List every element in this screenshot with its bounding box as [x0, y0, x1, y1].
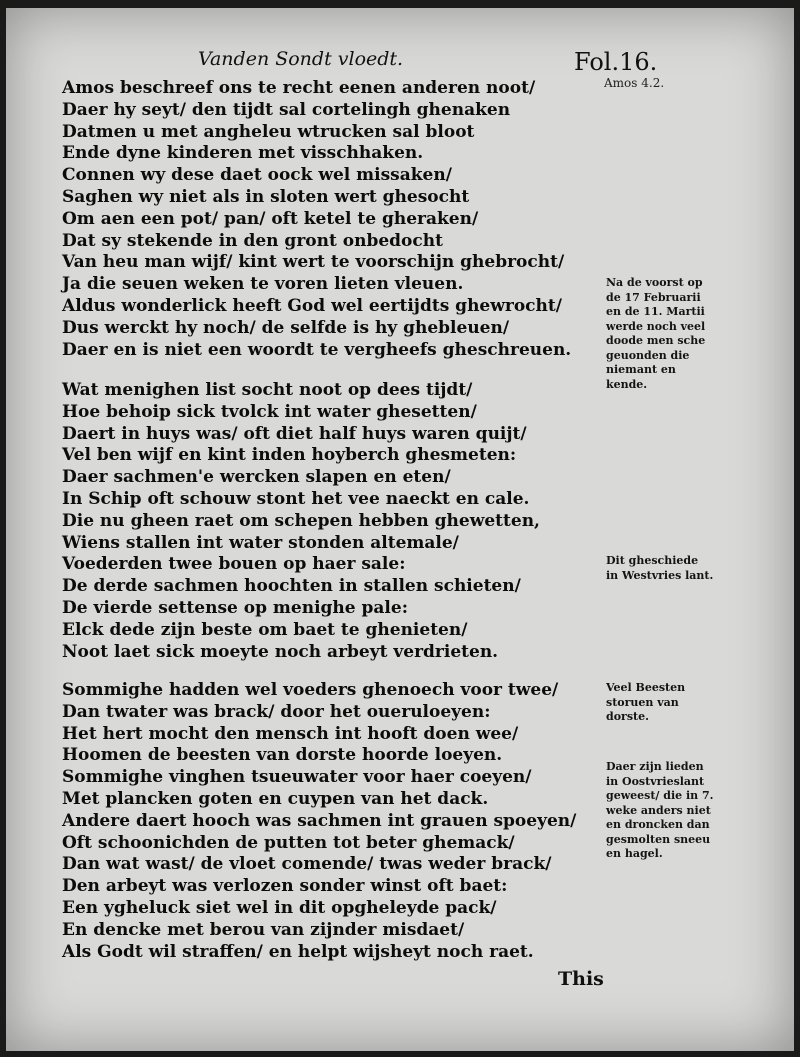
verse-line: Dat sy stekende in den gront onbedocht — [62, 230, 443, 251]
verse-line: Dan wat wast/ de vloet comende/ twas weder brack/ — [62, 854, 552, 875]
verse-line: In Schip oft schouw stont het vee naeckt en cale. — [62, 488, 530, 509]
verse-line: Daer en is niet een woordt te vergheefs gheschreuen. — [62, 339, 572, 360]
book-page — [6, 8, 794, 1051]
folio-reference: Amos 4.2. — [604, 76, 665, 90]
verse-line: Daert in huys was/ oft diet half huys waren quijt/ — [62, 423, 527, 444]
stanza-3 — [62, 680, 576, 963]
verse-line: Van heu man wijf/ kint wert te voorschijn ghebrocht/ — [62, 252, 565, 273]
verse-line: Datmen u met angheleu wtrucken sal bloot — [62, 121, 475, 142]
verse-line: Den arbeyt was verlozen sonder winst oft baet: — [62, 876, 508, 897]
stanza-1 — [62, 78, 571, 361]
verse-line: Daer sachmen'e wercken slapen en eten/ — [62, 467, 451, 488]
verse-line: Saghen wy niet als in sloten wert ghesocht — [62, 186, 470, 207]
verse-line: Sommighe vinghen tsueuwater voor haer coeyen/ — [62, 767, 532, 788]
verse-line: Noot laet sick moeyte noch arbeyt verdrieten. — [62, 641, 499, 662]
verse-line: Wat menighen list socht noot op dees tijdt/ — [62, 380, 473, 400]
verse-line: Ende dyne kinderen met visschhaken. — [62, 143, 424, 164]
verse-line: Vel ben wijf en kint inden hoyberch ghesmeten: — [62, 445, 517, 466]
verse-line: Dan twater was brack/ door het oueruloeyen: — [62, 701, 491, 722]
verse-line: Oft schoonichden de putten tot beter ghemack/ — [62, 832, 515, 853]
verse-line: Elck dede zijn beste om baet te ghenieten/ — [62, 619, 468, 640]
folio-number: Fol.16. — [574, 48, 658, 76]
stanza-2 — [62, 380, 540, 663]
verse-line: Met plancken goten en cuypen van het dack. — [62, 788, 489, 809]
verse-line: Daer hy seyt/ den tijdt sal cortelingh ghenaken — [62, 99, 511, 120]
verse-line: Sommighe hadden wel voeders ghenoech voor twee/ — [62, 680, 559, 700]
verse-line: Andere daert hooch was sachmen int grauen spoeyen/ — [62, 810, 577, 831]
running-title: Vanden Sondt vloedt. — [198, 48, 404, 70]
verse-line: Om aen een pot/ pan/ oft ketel te gheraken/ — [62, 208, 479, 229]
verse-line: Die nu gheen raet om schepen hebben ghewetten, — [62, 510, 540, 531]
verse-line: Ja die seuen weken te voren lieten vleuen. — [62, 274, 464, 295]
verse-line: Amos beschreef ons te recht eenen anderen noot/ — [62, 78, 536, 98]
verse-line: Aldus wonderlick heeft God wel eertijdts ghewrocht/ — [62, 295, 562, 316]
verse-line: Voederden twee bouen op haer sale: — [62, 554, 406, 575]
verse-line: De derde sachmen hoochten in stallen schieten/ — [62, 576, 521, 597]
verse-line: Connen wy dese daet oock wel missaken/ — [62, 165, 452, 186]
margin-note: Na de voorst op de 17 Februarii en de 11. Martii werde noch veel doode men sche geuonden die niemant en kende. — [606, 276, 706, 391]
verse-line: Dus werckt hy noch/ de selfde is hy ghebleuen/ — [62, 317, 510, 338]
verse-line: Hoe behoip sick tvolck int water ghesetten/ — [62, 401, 477, 422]
verse-line: Een ygheluck siet wel in dit opgheleyde pack/ — [62, 897, 497, 918]
verse-line: Het hert mocht den mensch int hooft doen wee/ — [62, 723, 519, 744]
margin-note: Dit gheschiede in Westvries lant. — [606, 554, 714, 582]
verse-line: Als Godt wil straffen/ en helpt wijsheyt noch raet. — [62, 941, 534, 962]
margin-note: Daer zijn lieden in Oostvrieslant geweest/ die in 7. weke anders niet en droncken dan gesmolten sneeu en hagel. — [606, 760, 714, 860]
margin-note: Veel Beesten storuen van dorste. — [606, 681, 686, 723]
verse-line: En dencke met berou van zijnder misdaet/ — [62, 919, 465, 940]
catchword: This — [558, 968, 604, 990]
verse-line: De vierde settense op menighe pale: — [62, 597, 408, 618]
verse-line: Hoomen de beesten van dorste hoorde loeyen. — [62, 745, 503, 766]
verse-line: Wiens stallen int water stonden altemale/ — [62, 532, 459, 553]
